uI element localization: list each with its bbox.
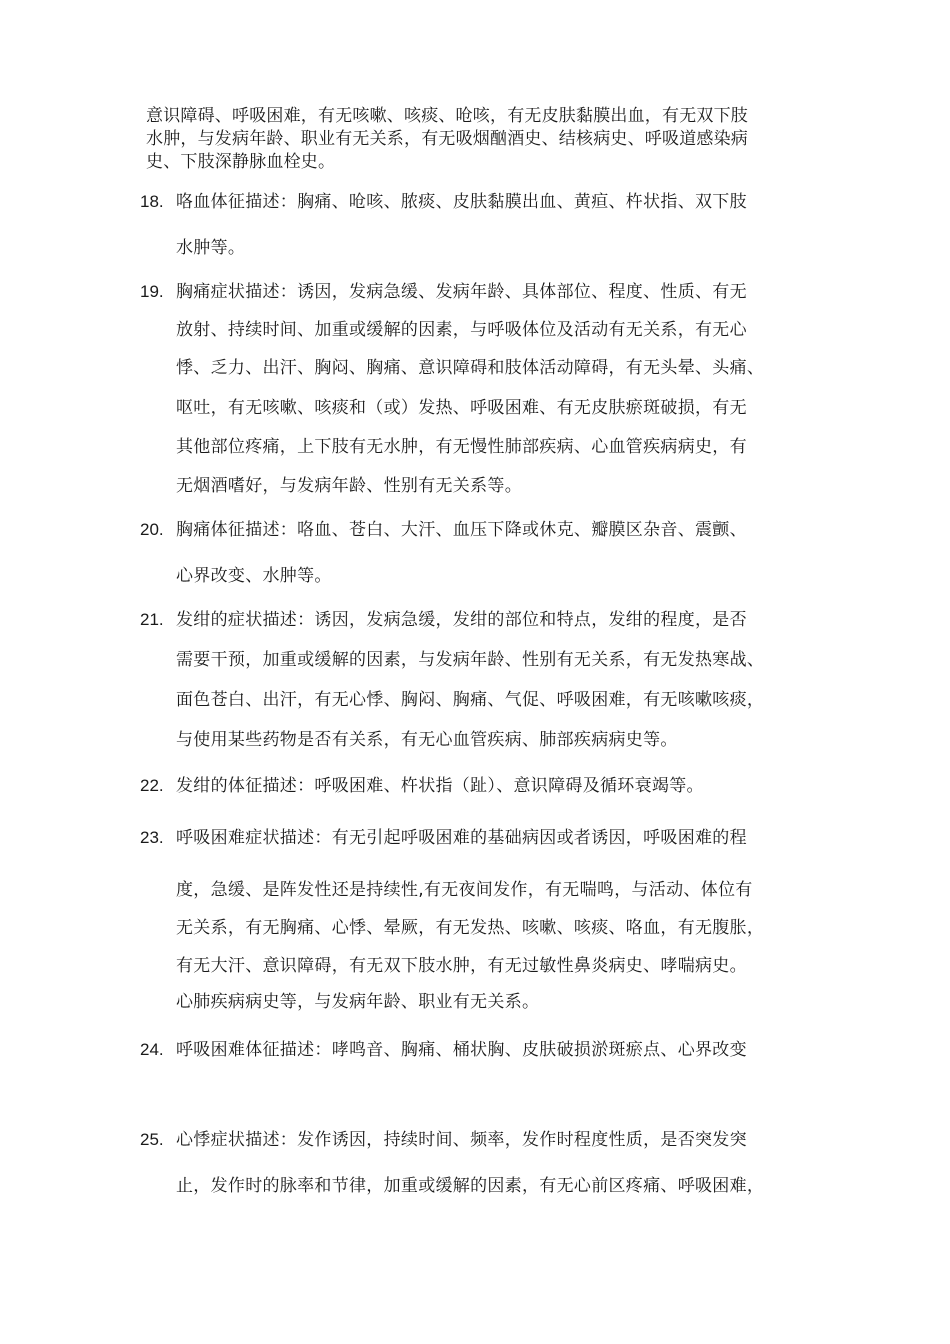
item-number: 22. (140, 776, 164, 795)
item-line: 发绀的症状描述：诱因，发病急缓，发绀的部位和特点，发绀的程度，是否 (176, 610, 747, 630)
item-line: 心悸症状描述：发作诱因，持续时间、频率，发作时程度性质，是否突发突 (176, 1130, 747, 1150)
item-line: 放射、持续时间、加重或缓解的因素，与呼吸体位及活动有无关系，有无心 (176, 320, 747, 340)
item-line: 呼吸困难症状描述：有无引起呼吸困难的基础病因或者诱因，呼吸困难的程 (176, 828, 747, 848)
item-line: 胸痛症状描述：诱因，发病急缓、发病年龄、具体部位、程度、性质、有无 (176, 282, 747, 302)
item-line: 心肺疾病病史等，与发病年龄、职业有无关系。 (176, 992, 540, 1012)
item-line: 心界改变、水肿等。 (176, 566, 332, 586)
item-number: 18. (140, 192, 164, 211)
item-line: 其他部位疼痛，上下肢有无水肿，有无慢性肺部疾病、心血管疾病病史，有 (176, 437, 747, 457)
item-line: 呕吐，有无咳嗽、咳痰和（或）发热、呼吸困难、有无皮肤瘀斑破损，有无 (176, 398, 747, 418)
item-line: 有无大汗、意识障碍，有无双下肢水肿，有无过敏性鼻炎病史、哮喘病史。 (176, 956, 747, 976)
item-line: 水肿等。 (176, 238, 246, 258)
item-line: 胸痛体征描述：咯血、苍白、大汗、血压下降或休克、瓣膜区杂音、震颤、 (176, 520, 747, 540)
item-line: 无关系，有无胸痛、心悸、晕厥，有无发热、咳嗽、咳痰、咯血，有无腹胀， (176, 918, 765, 938)
item-line: 呼吸困难体征描述：哮鸣音、胸痛、桶状胸、皮肤破损淤斑瘀点、心界改变 (176, 1040, 747, 1060)
item-line: 面色苍白、出汗，有无心悸、胸闷、胸痛、气促、呼吸困难，有无咳嗽咳痰， (176, 690, 765, 710)
item-line: 发绀的体征描述：呼吸困难、杵状指（趾）、意识障碍及循环衰竭等。 (176, 776, 704, 796)
item-line: 度，急缓、是阵发性还是持续性,有无夜间发作，有无喘鸣，与活动、体位有 (176, 880, 753, 900)
item-line: 需要干预，加重或缓解的因素，与发病年龄、性别有无关系，有无发热寒战、 (176, 650, 765, 670)
item-line: 无烟酒嗜好，与发病年龄、性别有无关系等。 (176, 476, 522, 496)
item-number: 25. (140, 1130, 164, 1149)
item-number: 19. (140, 282, 164, 301)
continuation-line: 史、下肢深静脉血栓史。 (146, 152, 336, 172)
item-line: 咯血体征描述：胸痛、呛咳、脓痰、皮肤黏膜出血、黄疸、杵状指、双下肢 (176, 192, 747, 212)
item-number: 21. (140, 610, 164, 629)
item-line: 与使用某些药物是否有关系，有无心血管疾病、肺部疾病病史等。 (176, 730, 678, 750)
item-number: 23. (140, 828, 164, 847)
continuation-line: 水肿，与发病年龄、职业有无关系，有无吸烟酗酒史、结核病史、呼吸道感染病 (146, 129, 748, 149)
item-line: 悸、乏力、出汗、胸闷、胸痛、意识障碍和肢体活动障碍，有无头晕、头痛、 (176, 358, 765, 378)
item-number: 20. (140, 520, 164, 539)
continuation-line: 意识障碍、呼吸困难，有无咳嗽、咳痰、呛咳，有无皮肤黏膜出血，有无双下肢 (146, 106, 748, 126)
item-line: 止，发作时的脉率和节律，加重或缓解的因素，有无心前区疼痛、呼吸困难， (176, 1176, 765, 1196)
item-number: 24. (140, 1040, 164, 1059)
